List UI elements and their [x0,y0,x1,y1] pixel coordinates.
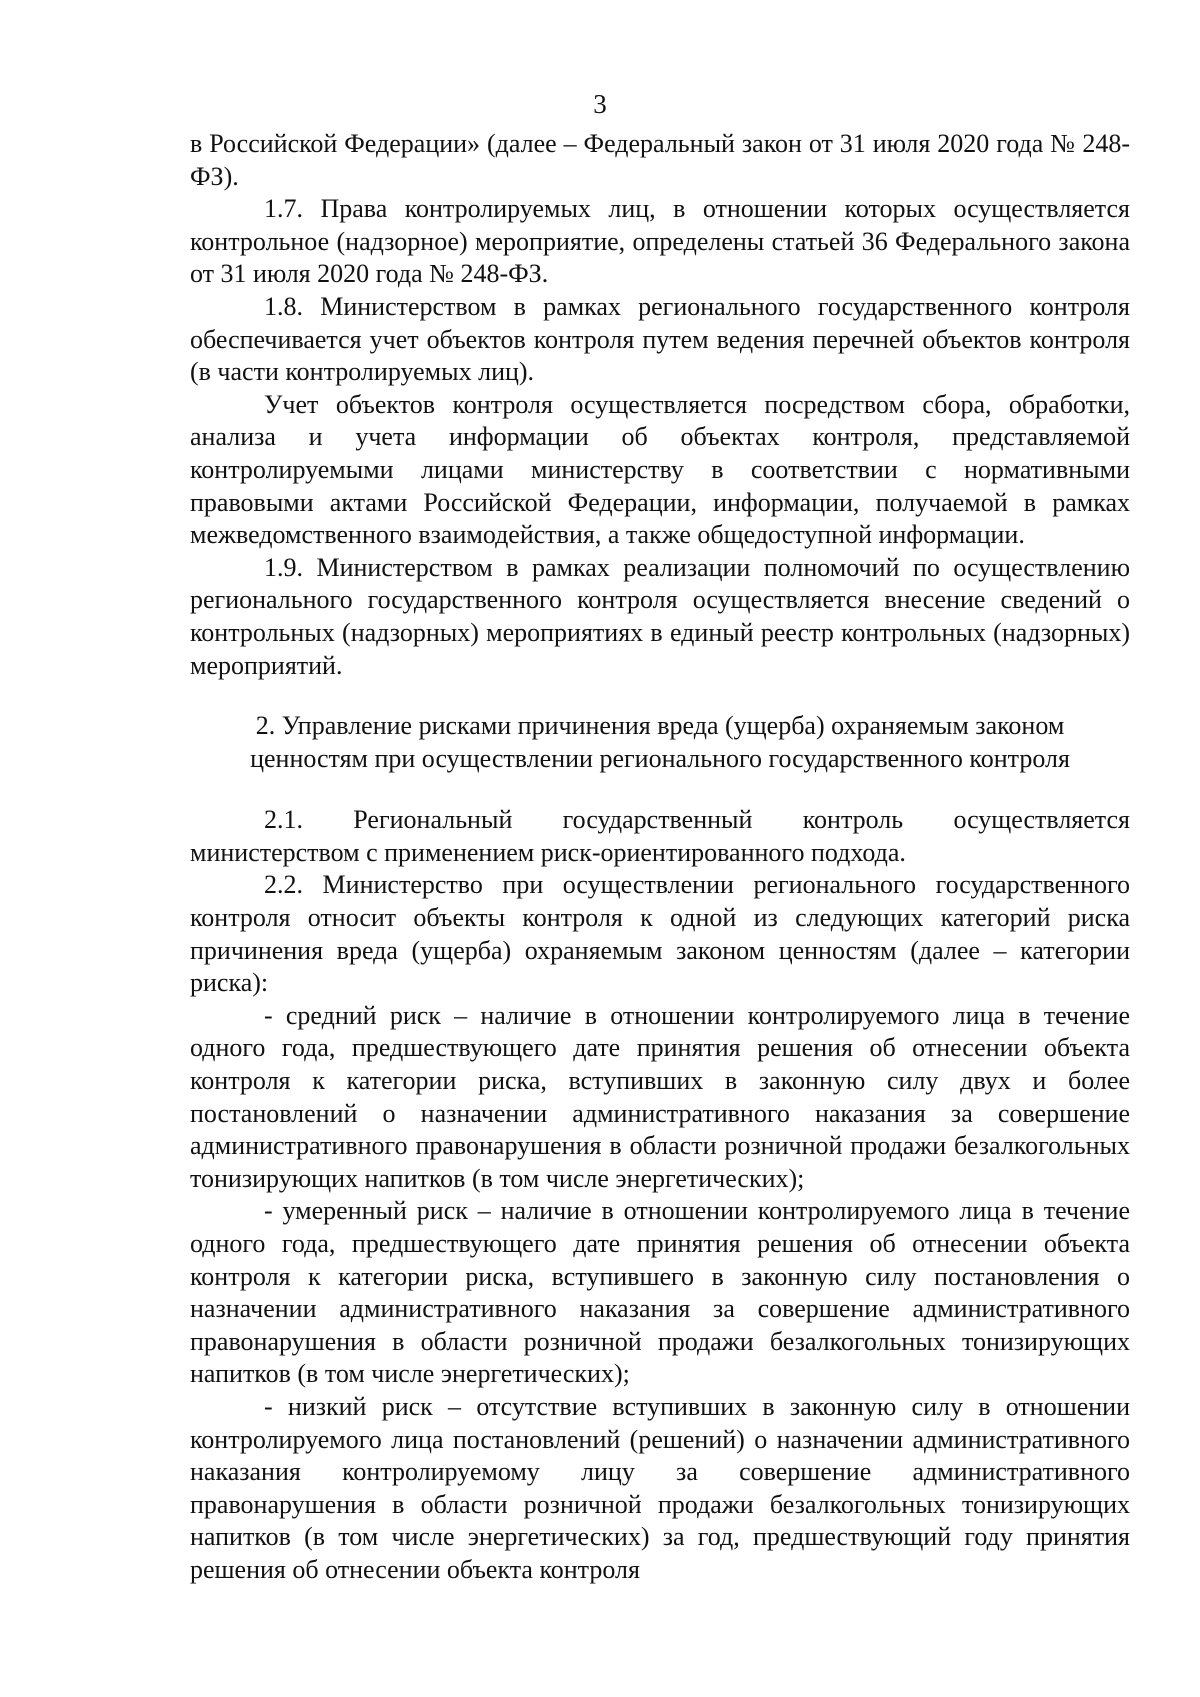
section-heading-line-2: ценностям при осуществлении регионального государственного контроля [250,743,1070,773]
section-heading [190,710,1130,775]
paragraph-2-2: 2.2. Министерство при осуществлении регионального государственного контроля относит объекты контроля к одной из следующих категорий риска причинения вреда (ущерба) охраняемым законом ценностям (далее – категории риска): [190,870,1130,998]
paragraph-1-8: 1.8. Министерством в рамках регионального государственного контроля обеспечивается учет объектов контроля путем ведения перечней объектов контроля (в части контролируемых лиц). [190,291,1130,387]
paragraph-1-9: 1.9. Министерством в рамках реализации полномочий по осуществлению регионального государственного контроля осуществляется внесение сведений о контрольных (надзорных) мероприятиях в единый реестр контрольных (надзорных) мероприятий. [190,552,1130,680]
paragraph-1-7: 1.7. Права контролируемых лиц, в отношении которых осуществляется контрольное (надзорное) мероприятие, определены статьей 36 Федерального закона от 31 июля 2020 года № 248-ФЗ. [190,194,1130,289]
document-body [190,128,1130,1587]
section-heading-line-1: 2. Управление рисками причинения вреда (ущерба) охраняемым законом [255,711,1065,741]
page-number: 3 [593,89,607,119]
paragraph-continuation: в Российской Федерации» (далее – Федеральный закон от 31 июля 2020 года № 248-ФЗ). [190,129,1130,191]
list-item-medium-risk: - средний риск – наличие в отношении контролируемого лица в течение одного года, предшествующего дате принятия решения об отнесении объекта контроля к категории риска, вступивших в законную силу двух и более постановлений о назначении административного наказания за совершение административного правонарушения в области розничной продажи безалкогольных тонизирующих напитков (в том числе энергетических); [190,1000,1130,1193]
list-item-moderate-risk: - умеренный риск – наличие в отношении контролируемого лица в течение одного года, предшествующего дате принятия решения об отнесении объекта контроля к категории риска, вступившего в законную силу постановления о назначении административного наказания за совершение административного правонарушения в области розничной продажи безалкогольных тонизирующих напитков (в том числе энергетических); [190,1196,1130,1389]
paragraph-2-1: 2.1. Региональный государственный контроль осуществляется министерством с применением риск-ориентированного подхода. [190,805,1130,867]
paragraph-objects-accounting: Учет объектов контроля осуществляется посредством сбора, обработки, анализа и учета информации об объектах контроля, представляемой контролируемыми лицами министерству в соответствии с нормативными правовыми актами Российской Федерации, информации, получаемой в рамках межведомственного взаимодействия, а также общедоступной информации. [190,389,1130,550]
list-item-low-risk: - низкий риск – отсутствие вступивших в законную силу в отношении контролируемого лица постановлений (решений) о назначении административного наказания контролируемому лицу за совершение административного правонарушения в области розничной продажи безалкогольных тонизирующих напитков (в том числе энергетических) за год, предшествующий году принятия решения об отнесении объекта контроля [190,1391,1130,1584]
